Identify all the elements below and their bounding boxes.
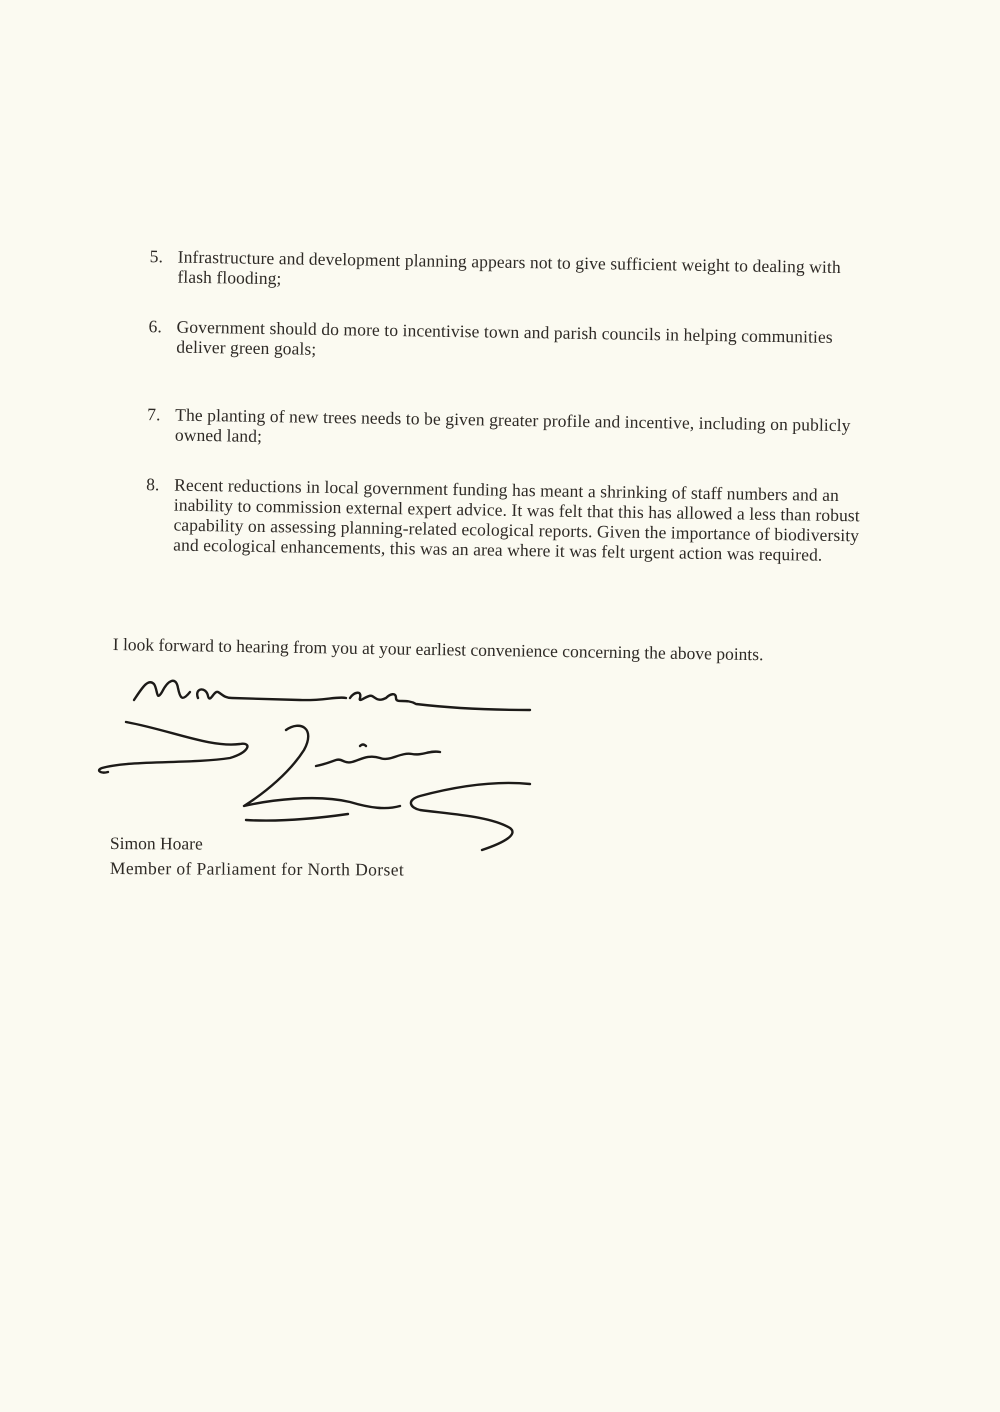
numbered-list <box>135 240 880 566</box>
handwritten-signature <box>90 668 550 858</box>
list-item-number: 8. <box>146 474 160 495</box>
list-item-text: Government should do more to incentivise town and parish councils in helping communities deliver green goals; <box>176 316 833 359</box>
list-item-text: The planting of new trees needs to be given greater profile and incentive, including on publicly owned land; <box>174 404 851 446</box>
list-item-text: Infrastructure and development planning appears not to give sufficient weight to dealing with flash flooding; <box>177 246 841 289</box>
list-item-text: Recent reductions in local government funding has meant a shrinking of staff numbers and an inability to commission external expert advice. It was felt that this has allowed a less than robust capability on assessing planning-related ecological reports. Given the importance of biodiversity and ecological enhancements, this was an area where it was felt urgent action was required. <box>173 474 860 565</box>
closing-sentence: I look forward to hearing from you at your earliest convenience concerning the above points. <box>112 634 764 665</box>
list-item-number: 7. <box>147 404 161 425</box>
list-item-number: 6. <box>148 316 163 337</box>
signatory-name: Simon Hoare <box>109 833 203 854</box>
signatory-title: Member of Parliament for North Dorset <box>109 858 405 880</box>
list-item-number: 5. <box>149 246 164 267</box>
list-item <box>137 404 878 456</box>
list-item <box>139 246 880 298</box>
list-item <box>135 474 876 566</box>
list-item <box>138 316 879 368</box>
